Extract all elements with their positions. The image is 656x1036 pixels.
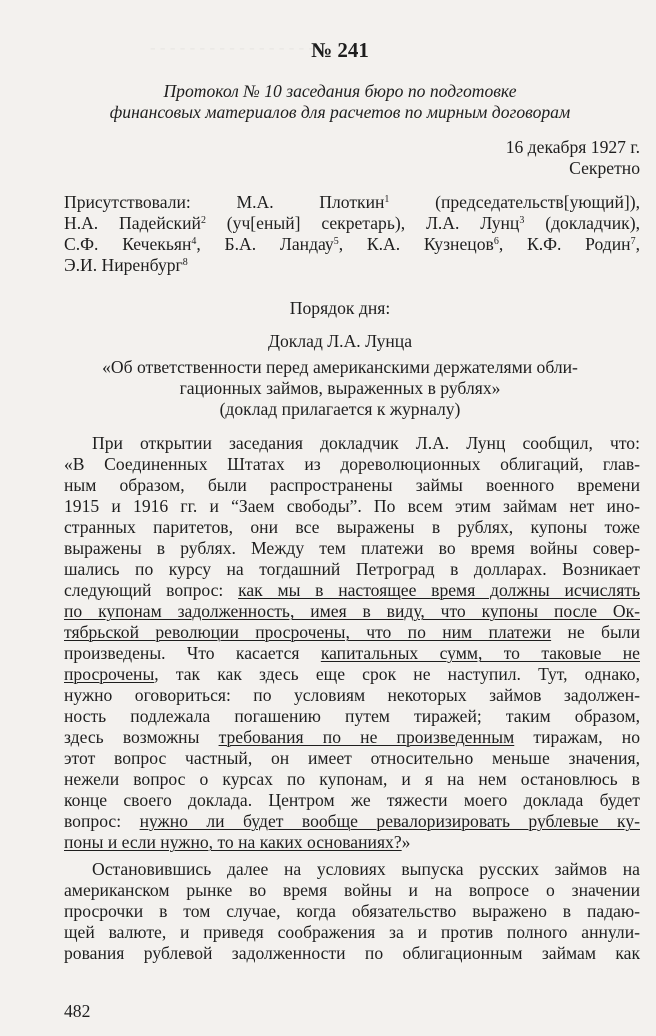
body-line: нужно оговориться: по условиям некоторых займов задолжен-: [64, 685, 640, 705]
underlined-passage: по купонам задолженность, имея в виду, что купоны после Ок-: [64, 601, 640, 621]
body-line: тябрьской революции просрочены, что по ним платежи не были: [64, 622, 640, 642]
document-date: 16 декабря 1927 г.: [505, 137, 640, 157]
body-line: вопрос: нужно ли будет вообще ревалоризировать рублевые ку-: [64, 811, 640, 831]
body-line: рования рублевой задолженности по облигационным займам как: [64, 943, 640, 963]
body-line: [64, 601, 640, 622]
page-number: 482: [64, 1001, 91, 1021]
body-line: нежели вопрос о курсах по купонам, и я на нем остановлюсь в: [64, 769, 640, 789]
attendees-line-3: С.Ф. Кечекьян$^4$, Б.А. Ландау$^5$, К.А. Кузнецов$^6$, К.Ф. Родин$^7$,: [64, 234, 640, 254]
body-line: При открытии заседания докладчик Л.А. Лунц сообщил, что:: [92, 433, 640, 453]
body-line: поны и если нужно, то на каких основаниях?»: [64, 832, 411, 852]
body-line: шались по курсу на тогдашний Петроград в долларах. Возникает: [64, 559, 640, 579]
body-line: произведены. Что касается капитальных сумм, то таковые не: [64, 643, 640, 663]
underlined-passage: капитальных сумм, то таковые не: [320, 643, 640, 663]
underlined-passage: просрочены: [64, 664, 155, 684]
body-line: просрочки в том случае, когда обязательство выражено в падаю-: [64, 901, 640, 921]
body-line: конце своего доклада. Центром же тяжести моего доклада будет: [64, 790, 640, 810]
body-line: «В Соединенных Штатах из дореволюционных облигаций, глав-: [64, 454, 640, 474]
report-heading: Доклад Л.А. Лунца: [267, 331, 413, 351]
body-line: 1915 и 1916 гг. и “Заем свободы”. По всем этим займам нет ино-: [64, 496, 640, 516]
attendees-line-1: Присутствовали: М.А. Плоткин$^1$ (председательств[ующий]),: [64, 192, 641, 212]
body-line: этот вопрос частный, он имеет относительно меньше значения,: [64, 748, 640, 768]
report-topic-line-2: гационных займов, выраженных в рублях»: [179, 378, 501, 398]
body-line: странных паритетов, они все выражены в рублях, купоны тоже: [64, 517, 640, 537]
title-line-1: Протокол № 10 заседания бюро по подготовке: [163, 81, 517, 101]
body-line: просрочены, так как здесь еще срок не наступил. Тут, однако,: [64, 664, 640, 684]
body-line: американском рынке во время войны и на вопросе о значении: [64, 880, 640, 900]
attendees-line-4: Э.И. Ниренбург$^8$: [64, 255, 188, 275]
document-number: № 241: [311, 38, 369, 62]
underlined-passage: как мы в настоящее время должны исчислять: [238, 580, 640, 600]
body-line: следующий вопрос: как мы в настоящее время должны исчислять: [64, 580, 640, 600]
secrecy-mark: Секретно: [569, 158, 640, 178]
underlined-passage: тябрьской революции просрочены, что по ним платежи: [64, 622, 552, 642]
report-topic-line-3: (доклад прилагается к журналу): [219, 399, 461, 419]
body-line: щей валюте, и приведя соображения за и против полного аннули-: [64, 922, 640, 942]
body-line: ность подлежала погашению путем тиражей; таким образом,: [64, 706, 640, 726]
underlined-passage: поны и если нужно, то на каких основаниях?: [64, 832, 402, 852]
report-topic-line-1: «Об ответственности перед американскими держателями обли-: [102, 357, 578, 377]
underlined-passage: нужно ли будет вообще ревалоризировать рублевые ку-: [139, 811, 640, 831]
attendees-line-2: Н.А. Падейский$^2$ (уч[еный] секретарь), Л.А. Лунц$^3$ (докладчик),: [64, 213, 640, 233]
body-line: здесь возможны требования по не произведенным тиражам, но: [64, 727, 641, 747]
underlined-passage: требования по не произведенным: [218, 727, 515, 747]
agenda-heading: Порядок дня:: [289, 298, 391, 318]
body-line: выражены в рублях. Между тем платежи во время войны совер-: [64, 538, 640, 558]
title-line-2: финансовых материалов для расчетов по мирным договорам: [109, 102, 571, 122]
body-line: ным образом, были распространены займы военного времени: [64, 475, 640, 495]
body-line: Остановившись далее на условиях выпуска русских займов на: [92, 859, 640, 879]
